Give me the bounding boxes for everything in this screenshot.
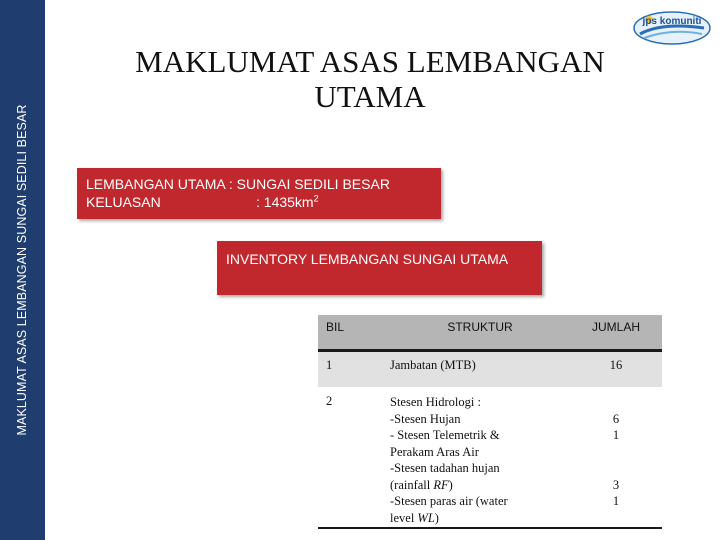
cell-bil: 1 <box>326 358 333 372</box>
inventory-title: INVENTORY LEMBANGAN SUNGAI UTAMA <box>226 251 509 267</box>
jps-komuniti-logo-icon <box>632 8 712 46</box>
cell-bil: 2 <box>326 394 333 408</box>
basin-info-box <box>77 168 441 219</box>
table-row <box>318 352 662 387</box>
cell-struktur: Stesen Hidrologi : -Stesen Hujan - Stesen Telemetrik & Perakam Aras Air -Stesen tadahan hujan (rainfall RF) -Stesen paras air (water level WL) <box>390 395 508 525</box>
area-value: : $1435km^2$ <box>256 193 319 210</box>
cell-struktur: Jambatan (MTB) <box>390 358 476 372</box>
inventory-table <box>318 315 662 529</box>
side-title: MAKLUMAT ASAS LEMBANGAN SUNGAI SEDILI BESAR <box>15 104 29 436</box>
header-jumlah: JUMLAH <box>591 320 640 334</box>
side-bar <box>0 0 45 540</box>
svg-text:jps komuniti: jps komuniti <box>642 16 702 27</box>
table-row <box>318 387 662 529</box>
table-header <box>318 315 662 352</box>
area-label: KELUASAN <box>86 194 161 210</box>
cell-jumlah: 6 1 3 1 <box>612 411 620 508</box>
page-title: MAKLUMAT ASAS LEMBANGAN UTAMA <box>135 44 605 114</box>
basin-name-line: LEMBANGAN UTAMA : SUNGAI SEDILI BESAR <box>86 176 390 192</box>
cell-jumlah: 16 <box>609 358 623 372</box>
inventory-title-box <box>217 241 542 295</box>
header-struktur: STRUKTUR <box>447 320 513 334</box>
basin-area-line <box>86 193 441 211</box>
header-bil: BIL <box>326 320 345 334</box>
